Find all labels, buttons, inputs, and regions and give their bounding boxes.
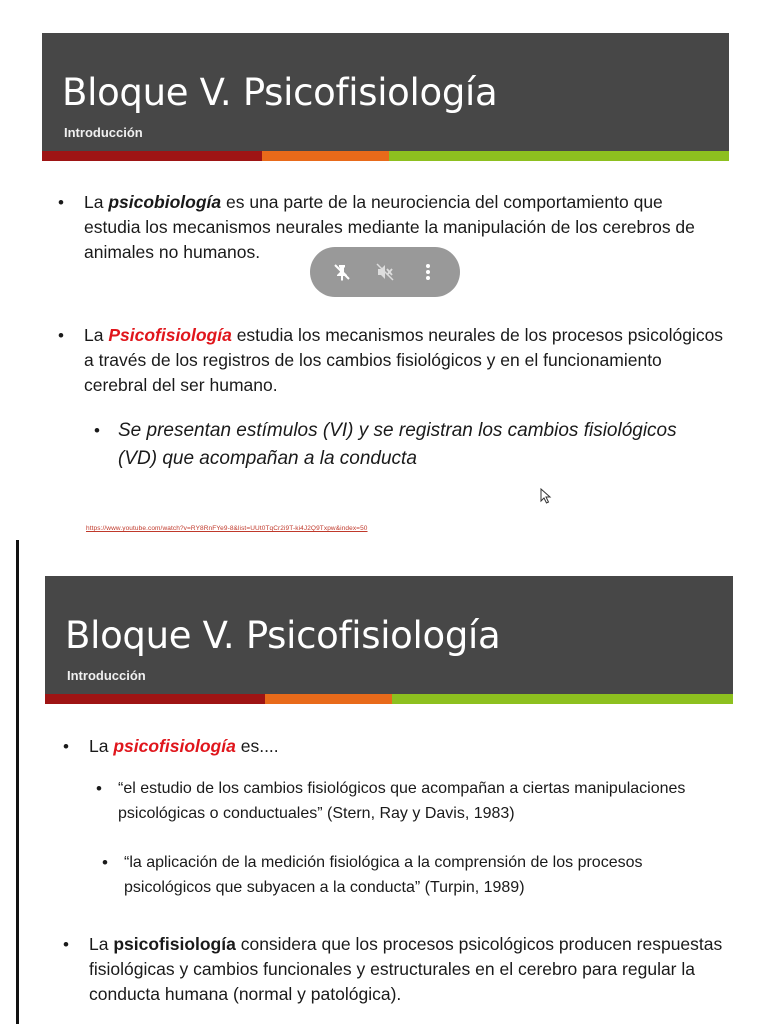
bullet-dot: • [94,421,100,440]
sub-bullet-text: “la aplicación de la medición fisiológica a la comprensión de los procesos psicológicos que subyacen a la conducta” (Turpin, 1989) [124,854,643,896]
bullet-dot: • [58,193,64,212]
bullet-dot: • [58,326,64,345]
stripe-red [45,694,265,704]
bullet-dot: • [102,853,108,872]
bullet-text: es una parte de la neurociencia del comportamiento que estudia los mecanismos neurales mediante la manipulación de los cerebros de animales no humanos. [84,192,695,262]
stripe-red [42,151,262,161]
more-vert-icon[interactable] [415,259,441,285]
sub-bullet-stern [96,776,718,826]
slide-subtitle: Introducción [67,668,146,683]
pin-off-icon[interactable] [329,259,355,285]
bullet-prefix: La [89,736,114,756]
slide-2 [0,540,768,1024]
bullet-text: estudia los mecanismos neurales de los procesos psicológicos a través de los registros de los cambios fisiológicos y en el funcionamiento cerebral del ser humano. [84,325,724,395]
stripe-orange [265,694,392,704]
sub-bullet [94,417,678,473]
bullet-dot: • [63,935,69,954]
sub-bullet-text: Se presentan estímulos (VI) y se registran los cambios fisiológicos (VD) que acompañan a la conducta [118,420,677,469]
volume-off-icon[interactable] [372,259,398,285]
bullet-term: Psicofisiología [108,325,232,345]
bullet-term: psicofisiología [113,736,236,756]
color-stripes [45,694,733,704]
bullet-text: considera que los procesos psicológicos producen respuestas fisiológicas y cambios funcionales y estructurales en el cerebro para regular la conducta humana (normal y patológica). [89,934,723,1004]
bullet-psicofisiologia-considera [63,932,729,1007]
slide-title: Bloque V. Psicofisiología [65,614,501,657]
sub-bullet-turpin [102,850,704,900]
bullet-term: psicofisiología [113,934,236,954]
stripe-green [389,151,729,161]
bullet-text: es.... [235,736,279,756]
stripe-orange [262,151,389,161]
bullet-term: psicobiología [108,192,222,212]
slide-subtitle: Introducción [64,125,143,140]
youtube-link[interactable]: https://www.youtube.com/watch?v=RY8RnFYe9-8&list=UUt0TqCr2i9T-ki4J2Q9Txpw&index=50 [86,525,368,532]
slide-header [42,33,729,151]
bullet-prefix: La [84,192,109,212]
bullet-dot: • [63,737,69,756]
video-control-bar[interactable] [310,247,460,297]
bullet-prefix: La [89,934,114,954]
slide-title: Bloque V. Psicofisiología [62,71,498,114]
sub-bullet-text: “el estudio de los cambios fisiológicos que acompañan a ciertas manipulaciones psicológicas o conductuales” (Stern, Ray y Davis, 1983) [118,780,686,822]
stripe-green [392,694,733,704]
bullet-dot: • [96,779,102,798]
mouse-cursor-icon [540,488,552,504]
slide-header [45,576,733,694]
bullet-psicofisiologia [58,323,724,398]
bullet-prefix: La [84,325,109,345]
bullet-psicofisiologia-es [63,734,729,759]
color-stripes [42,151,729,161]
